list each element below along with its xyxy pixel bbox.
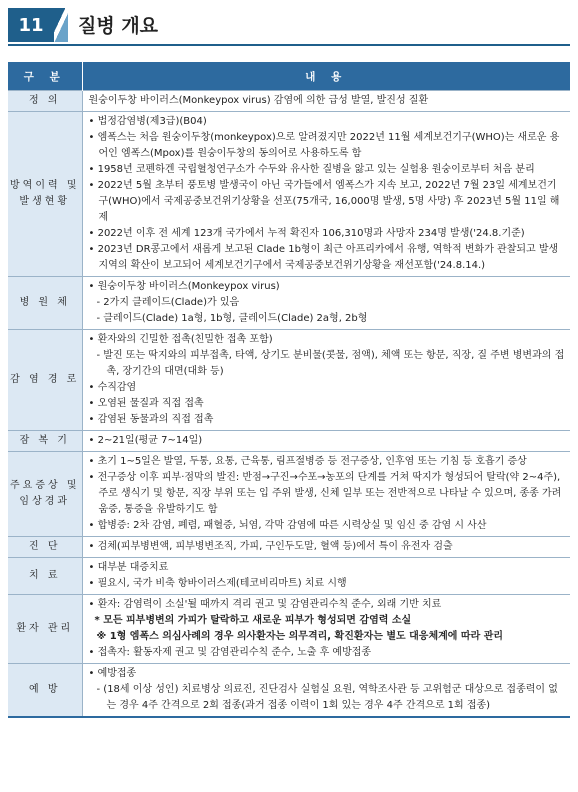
bullet-item: • 2023년 DR콩고에서 새롭게 보고된 Clade 1b형이 최근 아프리카에서 유행, 역학적 변화가 관찰되고 발생 지역의 확산이 보고되어 세계보건기구에서 국제공중보건위기상황을 재선포함('24.8.14.)	[89, 242, 567, 274]
table-body	[8, 91, 570, 718]
bullet-item: • 원숭이두창 바이러스(Monkeypox virus)	[89, 279, 567, 295]
row-label: 진 단	[8, 537, 82, 558]
sub-item: - 2가지 클레이드(Clade)가 있음	[89, 295, 567, 311]
header-category: 구 분	[8, 62, 82, 91]
row-content	[82, 91, 570, 112]
bullet-item: • 환자: 감염력이 소실'될 때까지 격리 권고 및 감염관리수칙 준수, 외래 기반 치료	[89, 597, 567, 613]
row-content	[82, 277, 570, 330]
bullet-item: • 필요시, 국가 비축 항바이러스제(테코비리마트) 치료 시행	[89, 576, 567, 592]
bullet-item: • 2~21일(평균 7~14일)	[89, 433, 567, 449]
table-row-prevention	[8, 664, 570, 718]
bullet-item: • 전구증상 이후 피부·점막의 발진: 반점→구진→수포→농포의 단계를 거쳐 딱지가 형성되어 탈락(약 2~4주), 주로 생식기 및 항문, 직장 부위 또는 입 주위 발생, 신체 일부 또는 전반적으로 나타날 수 있으며, 종종 가려움증, 통증을 유발하기도 함	[89, 470, 567, 518]
section-title: 질병 개요	[78, 15, 159, 37]
table-row-symptoms	[8, 452, 570, 537]
row-content	[82, 431, 570, 452]
bullet-item: • 엠폭스는 처음 원숭이두창(monkeypox)으로 알려졌지만 2022년 11월 세계보건기구(WHO)는 새로운 용어인 엠폭스(Mpox)를 원숭이두창의 동의어로 사용하도록 함	[89, 130, 567, 162]
sub-item: - 발진 또는 딱지와의 피부접촉, 타액, 상기도 분비물(콧물, 점액), 체액 또는 항문, 직장, 질 주변 병변과의 접촉, 장기간의 대면(대화 등)	[89, 348, 567, 380]
table-row-history	[8, 112, 570, 277]
bullet-item: • 접촉자: 활동자제 권고 및 감염관리수칙 준수, 노출 후 예방접종	[89, 645, 567, 661]
header-content: 내 용	[82, 62, 570, 91]
bullet-item: • 감염된 동물과의 직접 접촉	[89, 412, 567, 428]
row-content	[82, 330, 570, 431]
bullet-item: • 1958년 코펜하겐 국립혈청연구소가 수두와 유사한 질병을 앓고 있는 실험용 원숭이로부터 처음 분리	[89, 162, 567, 178]
bullet-item: • 환자와의 긴밀한 접촉(친밀한 접촉 포함)	[89, 332, 567, 348]
table-row-incubation	[8, 431, 570, 452]
bullet-item: • 수직감염	[89, 380, 567, 396]
section-title-bar	[8, 8, 570, 42]
row-content	[82, 595, 570, 664]
row-label: 정 의	[8, 91, 82, 112]
row-label: 병 원 체	[8, 277, 82, 330]
table-header-row	[8, 62, 570, 91]
section-number-badge: 11	[8, 8, 54, 42]
row-content	[82, 452, 570, 537]
sub-item: - 클레이드(Clade) 1a형, 1b형, 클레이드(Clade) 2a형, 2b형	[89, 311, 567, 327]
content-text: 원숭이두창 바이러스(Monkeypox virus) 감염에 의한 급성 발열, 발진성 질환	[88, 95, 429, 106]
row-content	[82, 664, 570, 718]
bullet-item: • 오염된 물질과 직접 접촉	[89, 396, 567, 412]
table-row-patient-management	[8, 595, 570, 664]
note-text: ※ 1형 엠폭스 의심사례의 경우 의사환자는 의무격리, 확진환자는 별도 대응체계에 따라 관리	[96, 631, 504, 642]
table-row-treatment	[8, 558, 570, 595]
bullet-item: • 초기 1~5일은 발열, 두통, 요통, 근육통, 림프절병증 등 전구증상, 인후염 또는 기침 등 호흡기 증상	[89, 454, 567, 470]
table-row-transmission	[8, 330, 570, 431]
bullet-item: • 2022년 이후 전 세계 123개 국가에서 누적 확진자 106,310명과 사망자 234명 발생('24.8.기준)	[89, 226, 567, 242]
disease-overview-table	[8, 62, 570, 718]
title-underline	[8, 44, 570, 46]
row-label: 예 방	[8, 664, 82, 718]
row-content	[82, 112, 570, 277]
row-label: 잠 복 기	[8, 431, 82, 452]
row-label: 감 염 경 로	[8, 330, 82, 431]
title-slash-decoration	[54, 8, 68, 42]
table-row-diagnosis	[8, 537, 570, 558]
note-text: * 모든 피부병변의 가피가 탈락하고 새로운 피부가 형성되면 감염력 소실	[94, 615, 412, 626]
bullet-item: • 검체(피부병변액, 피부병변조직, 가피, 구인두도말, 혈액 등)에서 특이 유전자 검출	[89, 539, 567, 555]
table-row-definition	[8, 91, 570, 112]
row-label: 환자 관리	[8, 595, 82, 664]
row-label: 치 료	[8, 558, 82, 595]
row-content	[82, 537, 570, 558]
bullet-item: • 대부분 대증치료	[89, 560, 567, 576]
row-label: 방역이력 및 발생현황	[8, 112, 82, 277]
table-row-pathogen	[8, 277, 570, 330]
row-content	[82, 558, 570, 595]
sub-item: - (18세 이상 성인) 치료병상 의료진, 진단검사 실험실 요원, 역학조사관 등 고위험군 대상으로 접종력이 없는 경우 4주 간격으로 2회 접종(과거 접종 이력이 1회 있는 경우 4주 간격으로 1회 접종)	[89, 682, 567, 714]
bullet-item: • 2022년 5월 초부터 풍토병 발생국이 아닌 국가들에서 엠폭스가 지속 보고, 2022년 7월 23일 세계보건기구(WHO)에서 국제공중보건위기상황을 선포(75개국, 16,000명 발생, 5명 사망) 후 2023년 5월 11일 해제	[89, 178, 567, 226]
bullet-item: • 합병증: 2차 감염, 폐렴, 패혈증, 뇌염, 각막 감염에 따른 시력상실 및 임신 중 감염 시 사산	[89, 518, 567, 534]
bullet-item: • 법정감염병(제3급)(B04)	[89, 114, 567, 130]
row-label: 주요증상 및 임상경과	[8, 452, 82, 537]
bullet-item: • 예방접종	[89, 666, 567, 682]
